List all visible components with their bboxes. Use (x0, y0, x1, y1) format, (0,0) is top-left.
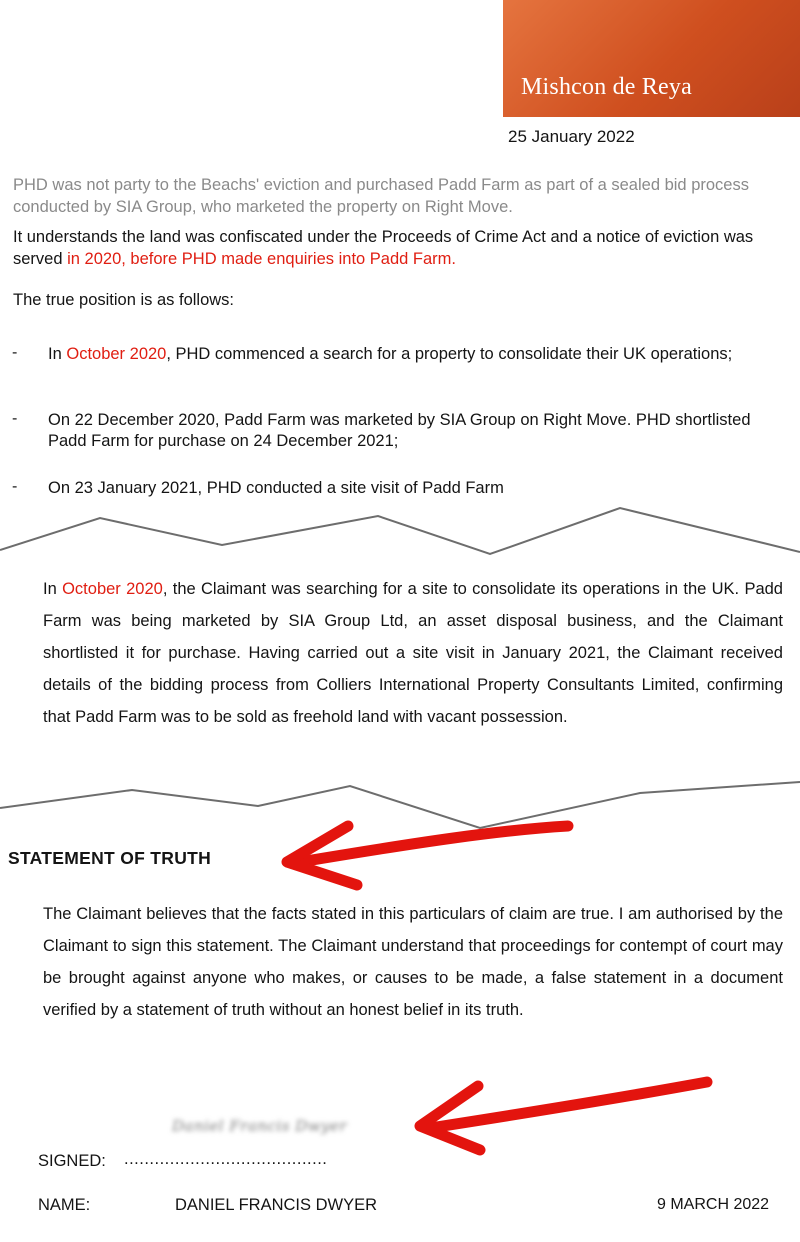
bullet-dash: - (12, 478, 18, 495)
red-arrow-statement-icon (287, 826, 568, 885)
statement-of-truth-heading: STATEMENT OF TRUTH (8, 848, 212, 868)
bullet-dash: - (12, 344, 18, 361)
claim-red-text: October 2020 (62, 580, 163, 598)
signatory-name: DANIEL FRANCIS DWYER (175, 1196, 377, 1214)
name-label: NAME: (38, 1196, 91, 1214)
signed-label: SIGNED: (38, 1152, 106, 1170)
intro-red-text: in 2020, before PHD made enquiries into Padd Farm. (67, 250, 456, 268)
bullet-red-text: October 2020 (66, 345, 167, 363)
intro-black-text: It understands the land was confiscated under the Proceeds of Crime Act and a notice of eviction was served (13, 228, 754, 268)
intro-grey-paragraph: PHD was not party to the Beachs' eviction and purchased Padd Farm as part of a sealed bid process conducted by SIA Group, who marketed the property on Right Move. (13, 176, 749, 216)
firm-name: Mishcon de Reya (521, 74, 692, 100)
bullet-rest: , PHD commenced a search for a property to consolidate their UK operations; (166, 345, 733, 363)
bullet-rest: On 22 December 2020, Padd Farm was marketed by SIA Group on Right Move. PHD shortlisted Padd Farm for purchase on 24 December 2021; (48, 411, 751, 450)
letter-date: 25 January 2022 (508, 127, 635, 146)
bullet-rest: On 23 January 2021, PHD conducted a site visit of Padd Farm (48, 479, 504, 497)
position-heading: The true position is as follows: (13, 291, 235, 309)
claim-prefix: In (43, 580, 63, 598)
statement-of-truth-text: The Claimant believes that the facts stated in this particulars of claim are true. I am authorised by the Claimant to sign this statement. The Claimant understand that proceedings for contempt of court may be brought against anyone who makes, or causes to be made, a false statement in a document verified by a statement of truth without an honest belief in its truth. (43, 905, 783, 1019)
signature-date: 9 MARCH 2022 (657, 1196, 770, 1213)
red-arrow-signature-icon (420, 1082, 707, 1150)
bullet-dash: - (12, 410, 18, 427)
blurred-signature: Daniel Francis Dwyer (172, 1117, 348, 1135)
tear-line-bottom (0, 782, 800, 828)
tear-line-top (0, 508, 800, 554)
bullet-prefix: In (48, 345, 67, 363)
signature-line: ........................................ (124, 1150, 328, 1168)
claim-rest: , the Claimant was searching for a site to consolidate its operations in the UK. Padd Farm was being marketed by SIA Group Ltd, an asset disposal business, and the Claimant shortlisted it for purchase. Having carried out a site visit in January 2021, the Claimant received details of the bidding process from Colliers International Property Consultants Limited, confirming that Padd Farm was to be sold as freehold land with vacant possession. (43, 580, 783, 726)
